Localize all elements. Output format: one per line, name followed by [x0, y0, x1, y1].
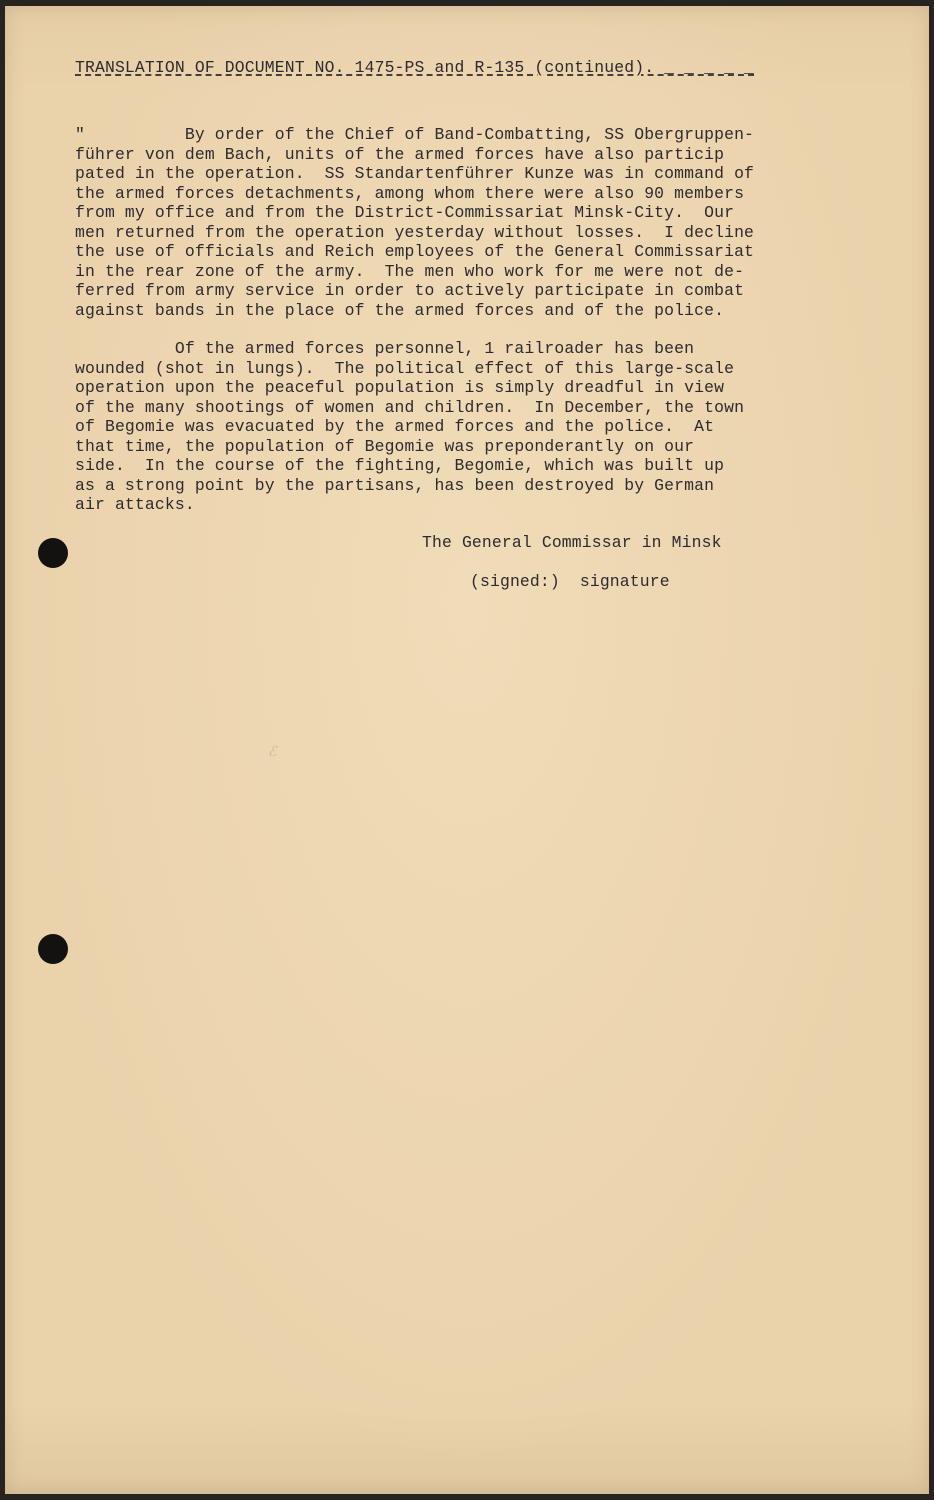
- text-line: men returned from the operation yesterday without losses. I decline: [75, 222, 755, 242]
- stray-ink-mark: ℰ: [268, 744, 277, 760]
- text-line: Of the armed forces personnel, 1 railroader has been: [75, 339, 695, 358]
- text-line: pated in the operation. SS Standartenführer Kunze was in command of: [75, 164, 755, 183]
- text-line: führer von dem Bach, units of the armed forces have also particip: [75, 144, 725, 164]
- text-line: the use of officials and Reich employees of the General Commissariat: [75, 242, 755, 261]
- text-line: operation upon the peaceful population is simply dreadful in view: [75, 378, 725, 397]
- punch-hole-top: [38, 538, 68, 568]
- text-line: wounded (shot in lungs). The political effect of this large-scale: [75, 358, 735, 378]
- text-line: air attacks.: [75, 495, 195, 514]
- text-line: in the rear zone of the army. The men who work for me were not de-: [75, 261, 745, 281]
- closing-title: The General Commissar in Minsk: [422, 533, 722, 552]
- text-line: of the many shootings of women and children. In December, the town: [75, 397, 745, 417]
- text-line: ferred from army service in order to actively participate in combat: [75, 281, 745, 300]
- document-heading: TRANSLATION OF DOCUMENT NO. 1475-PS and R-135 (continued). _ _ _ _ _: [75, 58, 755, 77]
- paragraph-1: [75, 125, 754, 320]
- text-line: from my office and from the District-Commissariat Minsk-City. Our: [75, 203, 735, 222]
- text-line: of Begomie was evacuated by the armed forces and the police. At: [75, 417, 715, 436]
- text-line: as a strong point by the partisans, has been destroyed by German: [75, 475, 715, 495]
- text-line: the armed forces detachments, among whom there were also 90 members: [75, 183, 745, 203]
- text-line: that time, the population of Begomie was preponderantly on our: [75, 436, 695, 456]
- paragraph-2: [75, 339, 744, 515]
- text-line: " By order of the Chief of Band-Combatting, SS Obergruppen-: [75, 125, 755, 144]
- punch-hole-bottom: [38, 934, 68, 964]
- signature-line: (signed:) signature: [470, 572, 670, 591]
- text-line: side. In the course of the fighting, Begomie, which was built up: [75, 456, 725, 475]
- text-line: against bands in the place of the armed forces and of the police.: [75, 300, 725, 320]
